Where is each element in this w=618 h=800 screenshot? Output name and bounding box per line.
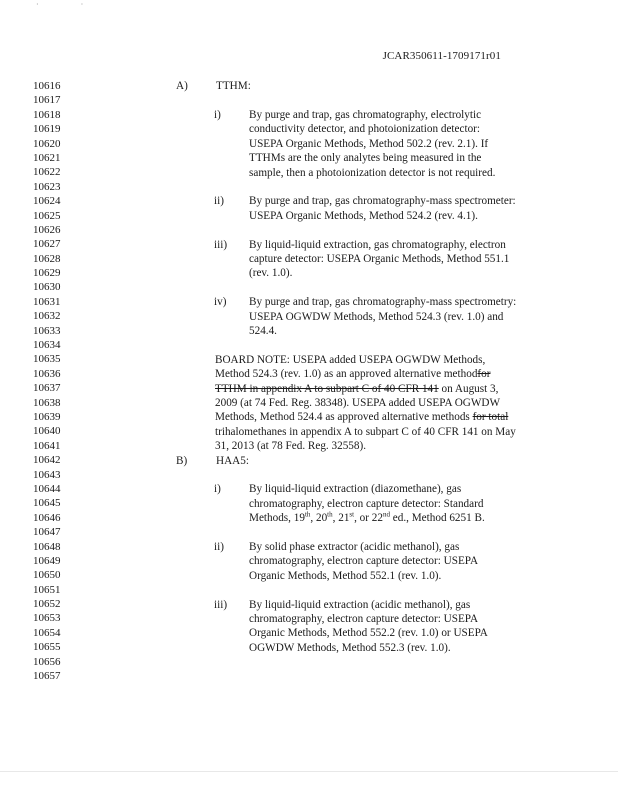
- item-b-iii-line: chromatography, electron capture detector: USEPA: [249, 613, 479, 625]
- line-number: 10622: [33, 166, 61, 179]
- item-a-i-line: TTHMs are the only analytes being measured in the: [249, 152, 482, 165]
- item-a-ii-numeral: ii): [214, 195, 224, 208]
- superscript: nd: [382, 510, 390, 519]
- item-a-i-line: By purge and trap, gas chromatography, electrolytic: [249, 109, 482, 121]
- item-a-iii-line: By liquid-liquid extraction, gas chromatography, electron: [249, 238, 506, 251]
- line-number: 10649: [33, 554, 61, 567]
- text-span: Methods, 19: [249, 512, 305, 525]
- item-b-iii-line: By liquid-liquid extraction (acidic methanol), gas: [249, 598, 471, 611]
- document-id: JCAR350611-1709171r01: [382, 50, 501, 62]
- item-a-iii-numeral: iii): [214, 238, 228, 251]
- line-number: 10617: [33, 94, 61, 107]
- line-number: 10630: [33, 281, 61, 294]
- line-number: 10640: [33, 425, 61, 438]
- line-number: 10652: [33, 598, 61, 611]
- line-number: 10623: [33, 180, 61, 193]
- line-number: 10619: [33, 123, 61, 136]
- board-note-text: on August 3,: [438, 382, 499, 395]
- board-note-line: 2009 (at 74 Fed. Reg. 38348). USEPA added USEPA OGWDW: [215, 397, 501, 409]
- superscript: th: [327, 510, 333, 519]
- section-a-title: TTHM:: [216, 80, 251, 92]
- line-number: 10627: [33, 238, 61, 251]
- line-number: 10635: [33, 353, 61, 366]
- item-a-i-line: USEPA Organic Methods, Method 502.2 (rev. 2.1). If: [249, 137, 489, 150]
- line-number: 10641: [33, 439, 61, 452]
- item-b-ii-line: chromatography, electron capture detector: USEPA: [249, 555, 479, 568]
- line-number: 10621: [33, 151, 61, 164]
- line-number: 10634: [33, 339, 61, 352]
- item-b-ii-numeral: ii): [214, 541, 224, 553]
- item-a-iii-line: (rev. 1.0).: [249, 267, 293, 280]
- board-note-line: [215, 367, 490, 381]
- line-number: 10637: [33, 382, 61, 395]
- line-number: 10618: [33, 108, 61, 121]
- item-a-ii-line: By purge and trap, gas chromatography-mass spectrometer:: [249, 195, 516, 208]
- item-b-iii-line: OGWDW Methods, Method 552.3 (rev. 1.0).: [249, 641, 451, 654]
- item-a-i-numeral: i): [214, 109, 221, 121]
- item-b-iii-numeral: iii): [214, 598, 228, 611]
- line-number: 10650: [33, 569, 61, 582]
- board-note-text: Methods, Method 524.4 as approved alternative methods: [215, 411, 473, 424]
- board-note-struck-text: for: [477, 368, 491, 381]
- item-a-iv-numeral: iv): [214, 296, 227, 309]
- superscript: th: [304, 510, 311, 519]
- line-number: 10626: [33, 223, 61, 236]
- section-b-title: HAA5:: [216, 454, 249, 467]
- line-number: 10628: [33, 252, 61, 265]
- item-b-i-line: By liquid-liquid extraction (diazomethane), gas: [249, 483, 462, 496]
- item-b-ii-line: By solid phase extractor (acidic methanol), gas: [249, 541, 460, 553]
- line-number: 10655: [33, 641, 61, 654]
- line-number: 10657: [33, 670, 61, 683]
- item-a-iv-line: 524.4.: [249, 325, 277, 337]
- line-number: 10648: [33, 540, 61, 553]
- section-a-letter: A): [176, 80, 188, 92]
- item-a-ii-line: USEPA Organic Methods, Method 524.2 (rev. 4.1).: [249, 209, 478, 222]
- item-a-iii-line: capture detector: USEPA Organic Methods, Method 551.1: [249, 253, 510, 265]
- superscript: st: [349, 510, 355, 519]
- board-note-line: 31, 2013 (at 78 Fed. Reg. 32558).: [215, 440, 367, 453]
- board-note-line: [215, 382, 498, 396]
- item-b-ii-line: Organic Methods, Method 552.1 (rev. 1.0).: [249, 569, 442, 582]
- section-b-letter: B): [176, 454, 188, 467]
- page-bottom-divider: [0, 771, 618, 772]
- item-a-i-line: conductivity detector, and photoionization detector:: [249, 123, 480, 136]
- board-note-struck-text: for total: [472, 411, 509, 424]
- line-number: 10651: [33, 583, 61, 596]
- line-number: 10643: [33, 468, 61, 481]
- line-number: 10645: [33, 497, 61, 510]
- item-b-i-line: chromatography, electron capture detector: Standard: [249, 497, 484, 510]
- text-span: , 21: [332, 512, 350, 525]
- item-a-iv-line: By purge and trap, gas chromatography-mass spectrometry:: [249, 296, 517, 309]
- board-note-struck-text: TTHM in appendix A to subpart C of 40 CFR 141: [215, 382, 439, 395]
- item-a-iv-line: USEPA OGWDW Methods, Method 524.3 (rev. 1.0) and: [249, 310, 504, 323]
- line-number: 10638: [33, 396, 61, 409]
- line-number: 10616: [33, 80, 61, 92]
- item-b-i-numeral: i): [214, 483, 221, 496]
- line-number: 10620: [33, 137, 61, 150]
- line-number: 10653: [33, 612, 61, 625]
- board-note-line: [215, 410, 508, 424]
- board-note-line: BOARD NOTE: USEPA added USEPA OGWDW Methods,: [215, 353, 486, 366]
- item-b-i-line: [249, 511, 485, 525]
- line-number: 10642: [33, 454, 61, 467]
- board-note-text: Method 524.3 (rev. 1.0) as an approved alternative method: [215, 368, 478, 381]
- line-number: 10629: [33, 267, 61, 280]
- line-number: 10633: [33, 324, 61, 337]
- line-number: 10654: [33, 626, 61, 639]
- line-number: 10639: [33, 410, 61, 423]
- board-note-line: trihalomethanes in appendix A to subpart C of 40 CFR 141 on May: [215, 425, 516, 438]
- line-number: 10625: [33, 209, 61, 222]
- line-number: 10644: [33, 482, 61, 495]
- line-number: 10632: [33, 310, 61, 323]
- text-span: ed., Method 6251 B.: [389, 512, 485, 525]
- line-number: 10646: [33, 511, 61, 524]
- item-a-i-line: sample, then a photoionization detector is not required.: [249, 166, 496, 179]
- line-numbers-column: [33, 79, 61, 683]
- text-span: , or 22: [354, 512, 383, 525]
- line-number: 10624: [33, 195, 61, 208]
- line-number: 10636: [33, 367, 61, 380]
- scan-marks: · ·: [36, 0, 104, 9]
- line-number: 10631: [33, 295, 61, 308]
- text-span: , 20: [310, 512, 328, 525]
- line-number: 10647: [33, 526, 61, 539]
- line-number: 10656: [33, 655, 61, 668]
- item-b-iii-line: Organic Methods, Method 552.2 (rev. 1.0) or USEPA: [249, 627, 488, 640]
